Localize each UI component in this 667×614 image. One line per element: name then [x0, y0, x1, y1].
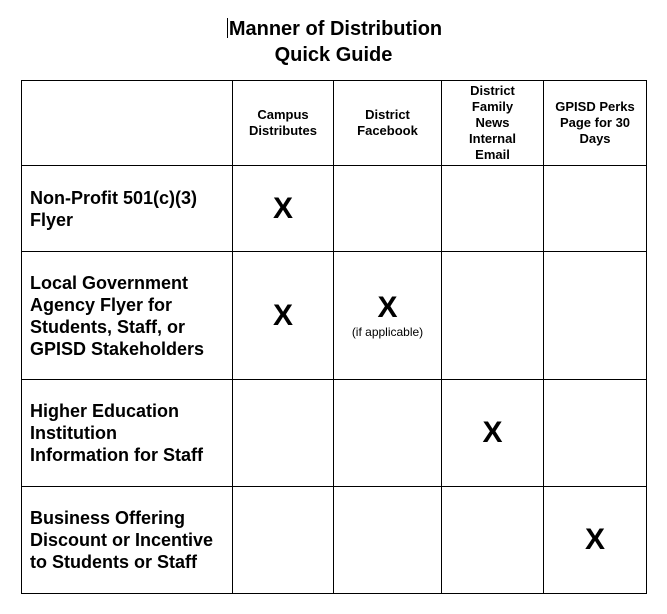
- header-district-family-news: [442, 81, 544, 166]
- table-cell: [544, 380, 647, 487]
- table-cell: [442, 252, 544, 380]
- header-blank: [22, 81, 233, 166]
- table-cell: [233, 166, 334, 252]
- table-cell: [442, 166, 544, 252]
- check-mark: X: [272, 298, 293, 332]
- cell-note: (if applicable): [351, 324, 424, 339]
- check-mark: X: [272, 191, 293, 225]
- distribution-table: [21, 80, 647, 594]
- table-row: [22, 252, 647, 380]
- table-cell: [334, 252, 442, 380]
- table-cell: [334, 487, 442, 594]
- table-cell: [233, 380, 334, 487]
- text-cursor: [227, 18, 228, 38]
- header-district-facebook: [334, 81, 442, 166]
- table-header-row: [22, 81, 647, 166]
- check-mark: X: [584, 523, 605, 556]
- header-label: GPISD Perks Page for 30 Days: [555, 99, 635, 146]
- table-cell: [442, 487, 544, 594]
- row-label: Higher Education Institution Information for Staff: [22, 380, 233, 487]
- check-mark: X: [377, 290, 398, 324]
- table-row: [22, 166, 647, 252]
- header-campus-distributes: [233, 81, 334, 166]
- title-line-2: Quick Guide: [274, 44, 393, 66]
- document-title: [0, 16, 667, 68]
- table-cell: [334, 380, 442, 487]
- check-mark: X: [482, 416, 503, 449]
- header-label: Campus Distributes: [249, 107, 317, 138]
- table-cell: [544, 487, 647, 594]
- table-row: [22, 380, 647, 487]
- table-cell: [233, 487, 334, 594]
- table-cell: [544, 252, 647, 380]
- title-line-1: Manner of Distribution: [228, 18, 443, 40]
- table-cell: [442, 380, 544, 487]
- row-label: Business Offering Discount or Incentive to Students or Staff: [22, 487, 233, 594]
- header-gpisd-perks-page: [544, 81, 647, 166]
- table-row: [22, 487, 647, 594]
- row-label: Local Government Agency Flyer for Students, Staff, or GPISD Stakeholders: [22, 252, 233, 380]
- row-label: Non-Profit 501(c)(3) Flyer: [22, 166, 233, 252]
- table-cell: [544, 166, 647, 252]
- table-cell: [334, 166, 442, 252]
- table-cell: [233, 252, 334, 380]
- header-label: District Facebook: [357, 107, 418, 138]
- header-label: District Family News Internal Email: [469, 83, 516, 162]
